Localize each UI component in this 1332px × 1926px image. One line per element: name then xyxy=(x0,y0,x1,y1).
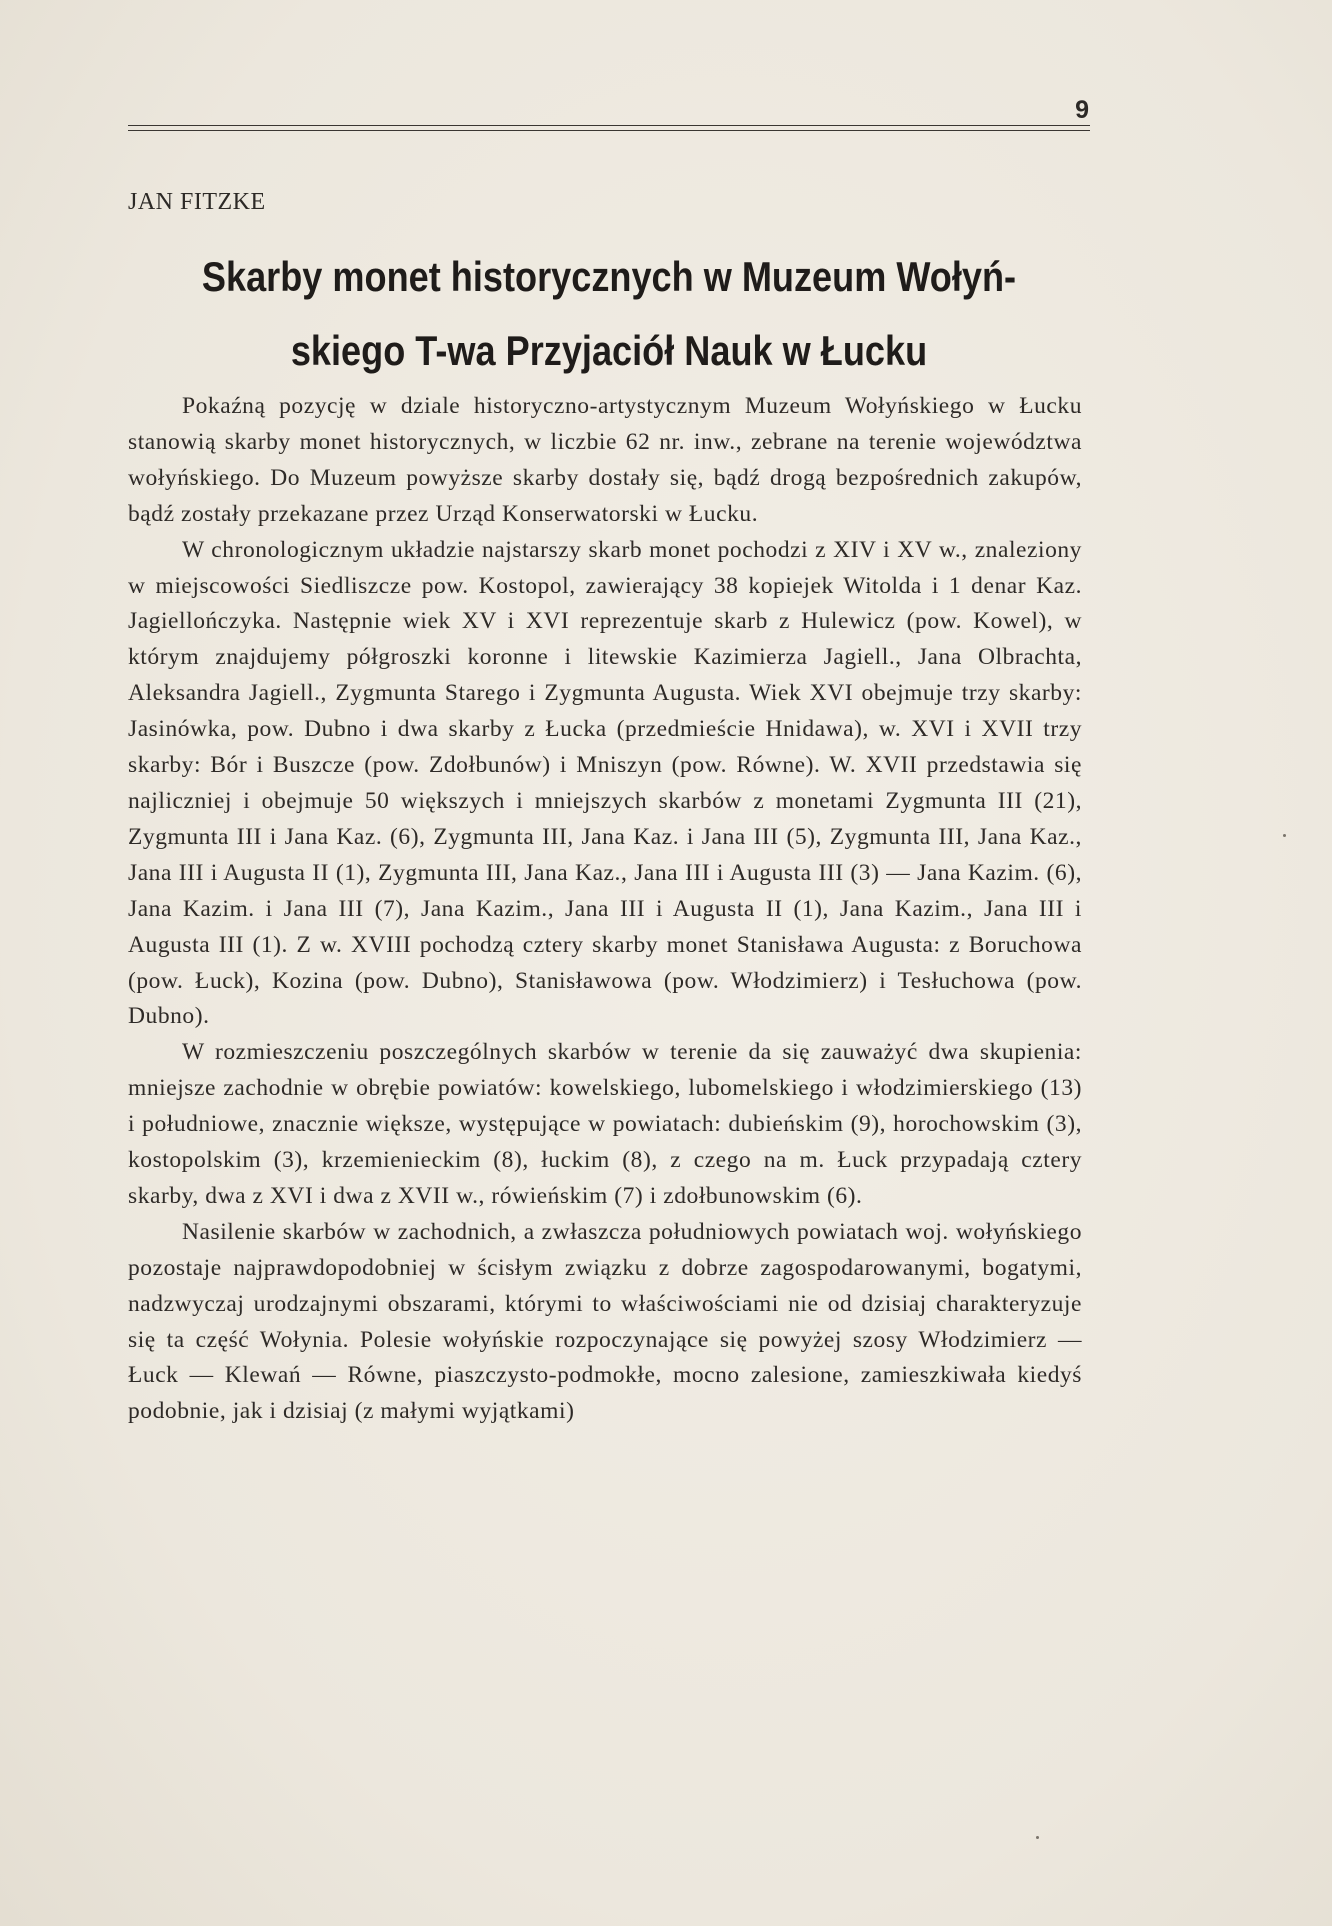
paper-speck xyxy=(1283,834,1286,837)
article-body xyxy=(128,389,1082,1430)
paragraph: W chronologicznym układzie najstarszy skarb monet pochodzi z XIV i XV w., znaleziony w miejscowości Siedliszcze pow. Kostopol, zawierający 38 kopiejek Witolda i 1 denar Kaz. Jagiellończyka. Następnie wiek XV i XVI reprezentuje skarb z Hulewicz (pow. Kowel), w którym znajdujemy półgroszki koronne i litewskie Kazimierza Jagiell., Jana Olbrachta, Aleksandra Jagiell., Zygmunta Starego i Zygmunta Augusta. Wiek XVI obejmuje trzy skarby: Jasinówka, pow. Dubno i dwa skarby z Łucka (przedmieście Hnidawa), w. XVI i XVII trzy skarby: Bór i Buszcze (pow. Zdołbunów) i Mniszyn (pow. Równe). W. XVII przedstawia się najliczniej i obejmuje 50 większych i mniejszych skarbów z monetami Zygmunta III (21), Zygmunta III i Jana Kaz. (6), Zygmunta III, Jana Kaz. i Jana III (5), Zygmunta III, Jana Kaz., Jana III i Augusta II (1), Zygmunta III, Jana Kaz., Jana III i Augusta III (3) — Jana Kazim. (6), Jana Kazim. i Jana III (7), Jana Kazim., Jana III i Augusta II (1), Jana Kazim., Jana III i Augusta III (1). Z w. XVIII pochodzą cztery skarby monet Stanisława Augusta: z Boruchowa (pow. Łuck), Kozina (pow. Dubno), Stanisławowa (pow. Włodzimierz) i Tesłuchowa (pow. Dubno). xyxy=(128,536,1082,1030)
paragraph: Pokaźną pozycję w dziale historyczno-artystycznym Muzeum Wołyńskiego w Łucku stanowią skarby monet historycznych, w liczbie 62 nr. inw., zebrane na terenie województwa wołyńskiego. Do Muzeum powyższe skarby dostały się, bądź drogą bezpośrednich zakupów, bądź zostały przekazane przez Urząd Konserwatorski w Łucku. xyxy=(128,393,1082,527)
header-rule xyxy=(128,124,1090,132)
header-rule-line-top xyxy=(128,125,1090,126)
article-title-line-1: Skarby monet historycznych w Muzeum Wołyń- xyxy=(201,253,1017,300)
article-title-line-2: skiego T-wa Przyjaciół Nauk w Łucku xyxy=(290,327,928,374)
paper-speck xyxy=(1036,1836,1039,1839)
article-title xyxy=(195,240,1022,388)
paragraph: Nasilenie skarbów w zachodnich, a zwłaszcza południowych powiatach woj. wołyńskiego pozostaje najprawdopodobniej w ścisłym związku z dobrze zagospodarowanymi, bogatymi, nadzwyczaj urodzajnymi obszarami, którymi to właściwościami nie od dzisiaj charakteryzuje się ta część Wołynia. Polesie wołyńskie rozpoczynające się powyżej szosy Włodzimierz — Łuck — Klewań — Równe, piaszczysto-podmokłe, mocno zalesione, zamieszkiwała kiedyś podobnie, jak i dzisiaj (z małymi wyjątkami) xyxy=(128,1218,1082,1425)
header-rule-line-bottom xyxy=(128,130,1090,131)
paragraph: W rozmieszczeniu poszczególnych skarbów w terenie da się zauważyć dwa skupienia: mniejsze zachodnie w obrębie powiatów: kowelskiego, lubomelskiego i włodzimierskiego (13) i południowe, znacznie większe, występujące w powiatach: dubieńskim (9), horochowskim (3), kostopolskim (3), krzemienieckim (8), łuckim (8), z czego na m. Łuck przypadają cztery skarby, dwa z XVI i dwa z XVII w., rówieńskim (7) i zdołbunowskim (6). xyxy=(128,1039,1082,1209)
page-number: 9 xyxy=(1075,96,1089,124)
author-name: JAN FITZKE xyxy=(128,189,266,215)
